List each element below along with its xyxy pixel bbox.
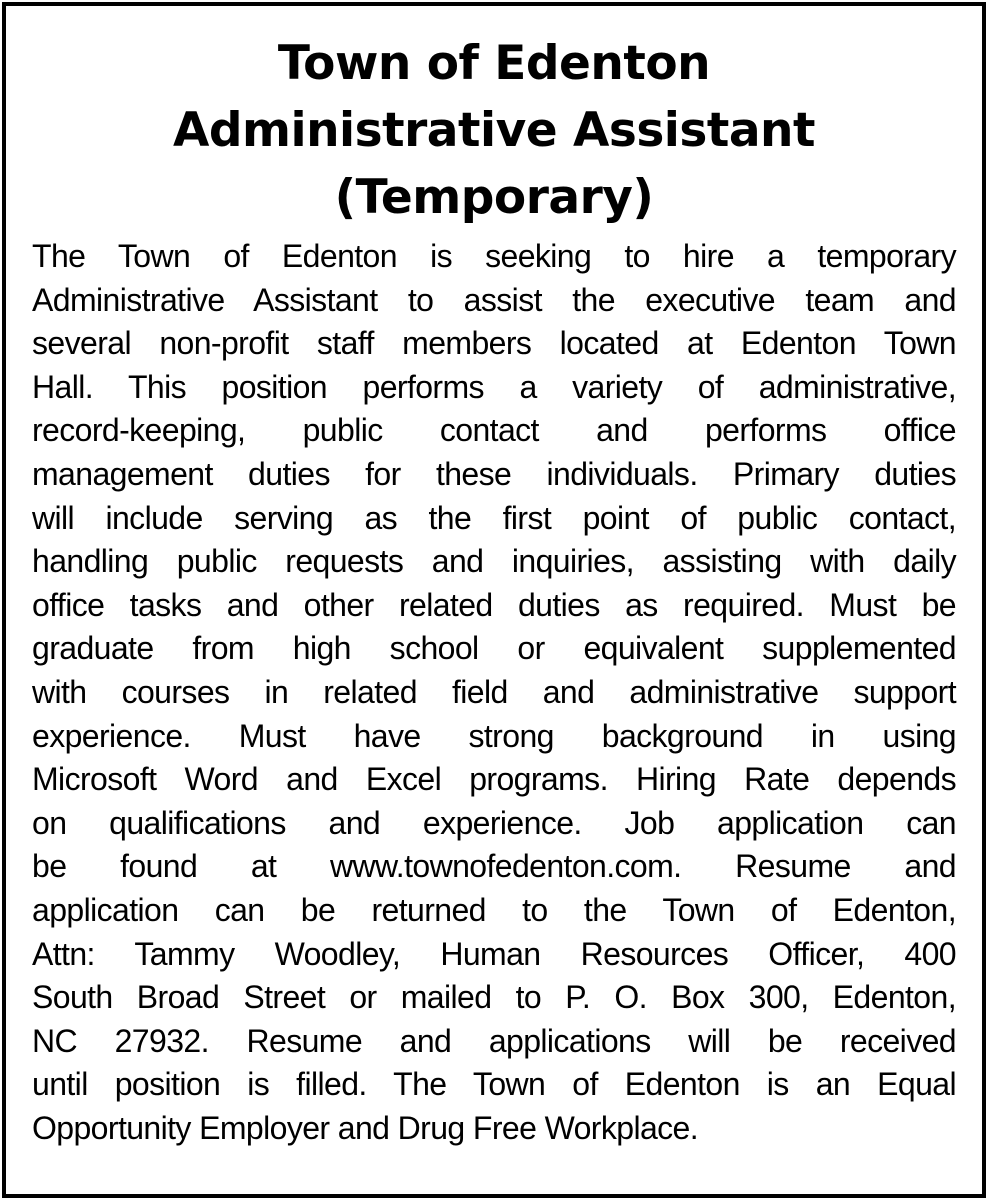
body-line: be found at www.townofedenton.com. Resume and (32, 848, 956, 885)
body-line: Administrative Assistant to assist the executive team and (32, 281, 956, 318)
body-line: Hall. This position performs a variety of administrative, (32, 368, 956, 405)
body-line: The Town of Edenton is seeking to hire a temporary (32, 238, 956, 274)
title-line-employer: Town of Edenton (277, 36, 711, 91)
body-line: NC 27932. Resume and applications will be received (32, 1022, 956, 1059)
body-line: office tasks and other related duties as required. Must be (32, 586, 956, 623)
body-line: experience. Must have strong background in using (32, 717, 956, 754)
body-line: Opportunity Employer and Drug Free Workplace. (32, 1109, 699, 1146)
body-line: Attn: Tammy Woodley, Human Resources Officer, 400 (32, 935, 956, 972)
body-line: on qualifications and experience. Job application can (32, 804, 956, 841)
job-ad-body (32, 235, 956, 1150)
body-line: will include serving as the first point of public contact, (32, 499, 956, 536)
body-line: several non-profit staff members located at Edenton Town (32, 325, 956, 362)
body-line: with courses in related field and administrative support (32, 673, 956, 710)
body-line: management duties for these individuals. Primary duties (32, 455, 956, 492)
body-line: handling public requests and inquiries, assisting with daily (32, 543, 956, 580)
title-line-status: (Temporary) (334, 170, 654, 225)
body-line: graduate from high school or equivalent supplemented (32, 630, 956, 667)
body-line: South Broad Street or mailed to P. O. Box 300, Edenton, (32, 979, 956, 1016)
body-line: application can be returned to the Town of Edenton, (32, 891, 956, 928)
job-ad-frame (2, 2, 986, 1198)
job-ad-title (6, 6, 982, 231)
body-line: record-keeping, public contact and performs office (32, 412, 956, 449)
title-line-position: Administrative Assistant (173, 103, 815, 158)
body-line: until position is filled. The Town of Edenton is an Equal (32, 1066, 956, 1103)
body-line: Microsoft Word and Excel programs. Hiring Rate depends (32, 761, 956, 798)
